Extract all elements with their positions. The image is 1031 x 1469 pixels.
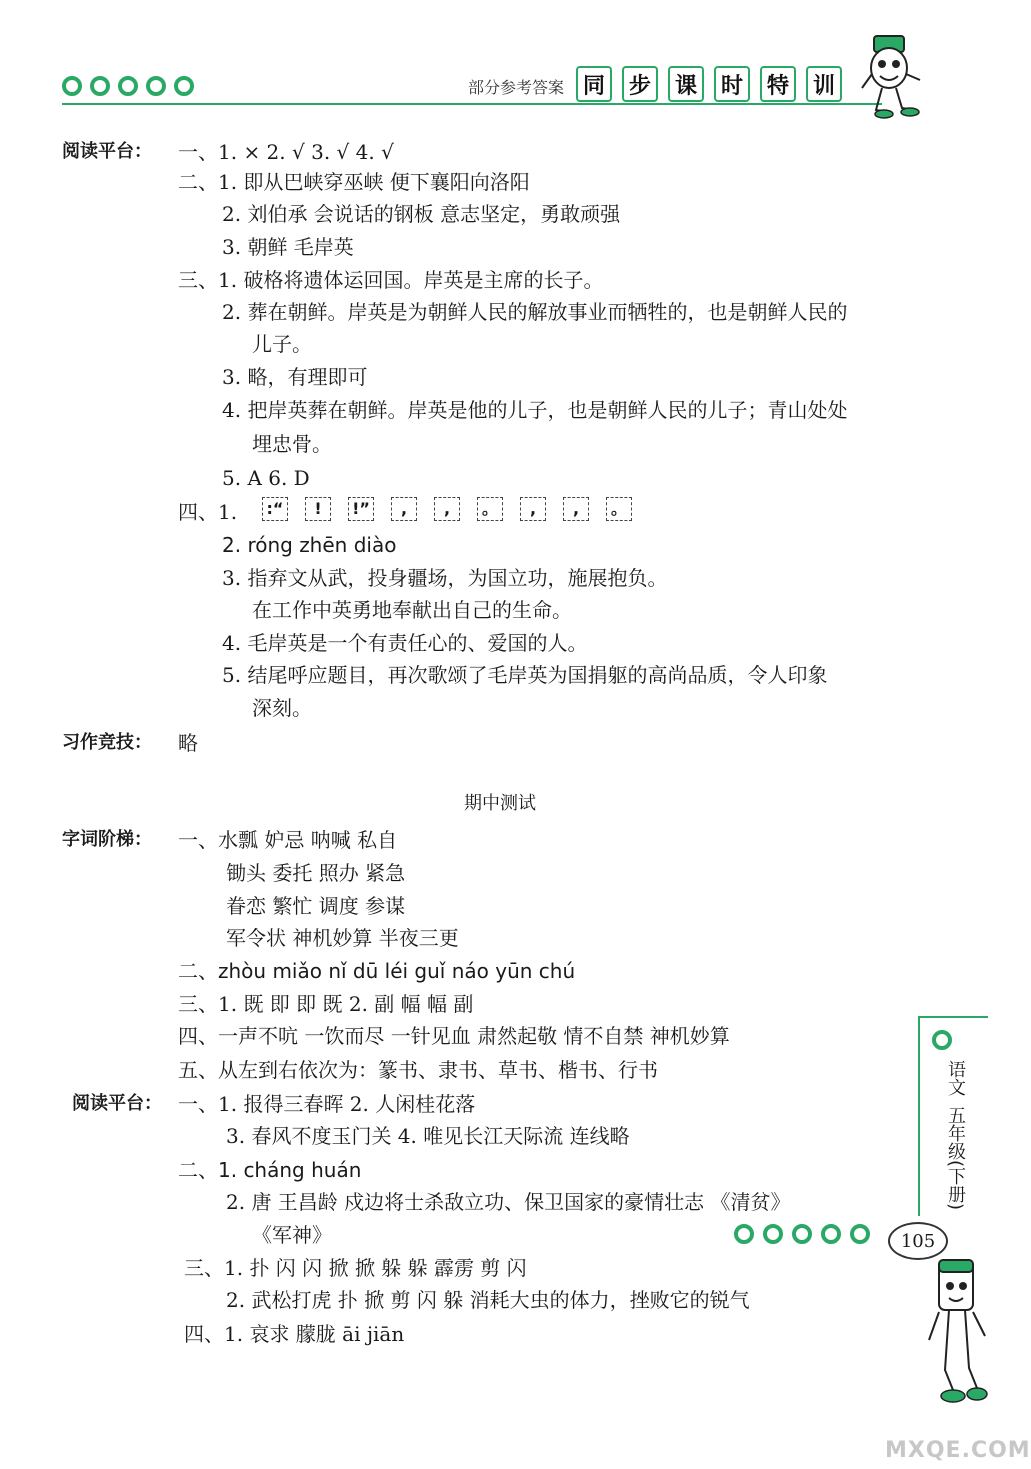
answer-line: 二、1. 即从巴峡穿巫峡 便下襄阳向洛阳 xyxy=(178,170,530,194)
answer-line: 一、水瓢 妒忌 呐喊 私自 xyxy=(178,828,398,852)
punctuation-box: , xyxy=(434,497,460,521)
decor-circle xyxy=(792,1224,812,1244)
decor-circle xyxy=(146,76,166,96)
decor-circle xyxy=(174,76,194,96)
punctuation-box: :“ xyxy=(262,497,288,521)
punctuation-box: ! xyxy=(305,497,331,521)
side-tab-rule xyxy=(918,1016,988,1018)
header-tagline: 部分参考答案 xyxy=(468,78,565,97)
side-tab-grade: 五年级(下册) xyxy=(945,1106,966,1211)
decor-circle xyxy=(734,1224,754,1244)
answer-line: 四、1. xyxy=(178,500,238,524)
answer-line: 儿子。 xyxy=(252,332,312,356)
footer-circles xyxy=(734,1224,870,1244)
answer-line: 2. 刘伯承 会说话的钢板 意志坚定，勇敢顽强 xyxy=(222,202,621,226)
answer-line: 锄头 委托 照办 紧急 xyxy=(226,861,406,885)
decor-circle xyxy=(850,1224,870,1244)
title-char: 训 xyxy=(806,66,842,102)
answer-line: 一、1. × 2. √ 3. √ 4. √ xyxy=(178,140,394,164)
answer-line: 4. 毛岸英是一个有责任心的、爱国的人。 xyxy=(222,631,588,655)
header-rule xyxy=(62,103,882,105)
punctuation-box: !” xyxy=(348,497,374,521)
decor-circle xyxy=(118,76,138,96)
title-char: 课 xyxy=(668,66,704,102)
answer-line: 2. 葬在朝鲜。岸英是为朝鲜人民的解放事业而牺牲的，也是朝鲜人民的 xyxy=(222,300,848,324)
decor-circle xyxy=(62,76,82,96)
writing-label: 习作竞技： xyxy=(62,732,152,753)
watermark: MXQE.COM xyxy=(885,1438,1031,1463)
header-title xyxy=(576,66,842,102)
pencil-mascot-icon xyxy=(860,30,930,120)
decor-circle xyxy=(763,1224,783,1244)
answer-line: 3. 朝鲜 毛岸英 xyxy=(222,235,354,259)
answer-line: 3. 略，有理即可 xyxy=(222,365,368,389)
answer-line: 埋忠骨。 xyxy=(252,432,332,456)
midterm-title: 期中测试 xyxy=(464,793,536,814)
punctuation-box: 。 xyxy=(606,497,632,521)
answer-line: 军令状 神机妙算 半夜三更 xyxy=(226,926,459,950)
header-circles xyxy=(62,76,194,96)
side-tab-subject: 语文 xyxy=(945,1060,966,1096)
title-char: 特 xyxy=(760,66,796,102)
answer-line: 4. 把岸英葬在朝鲜。岸英是他的儿子，也是朝鲜人民的儿子；青山处处 xyxy=(222,398,848,422)
punctuation-box: 。 xyxy=(477,497,503,521)
answer-line: 3. 春风不度玉门关 4. 唯见长江天际流 连线略 xyxy=(226,1124,630,1148)
pencil-mascot-icon xyxy=(925,1250,991,1425)
answer-line: 2. róng zhēn diào xyxy=(222,533,397,557)
answer-line: 五、从左到右依次为：篆书、隶书、草书、楷书、行书 xyxy=(178,1058,658,1082)
decor-circle xyxy=(90,76,110,96)
decor-circle xyxy=(821,1224,841,1244)
answer-line: 四、一声不吭 一饮而尽 一针见血 肃然起敬 情不自禁 神机妙算 xyxy=(178,1024,730,1048)
answer-line: 2. 武松打虎 扑 掀 剪 闪 躲 消耗大虫的体力，挫败它的锐气 xyxy=(226,1288,750,1312)
answer-line: 眷恋 繁忙 调度 参谋 xyxy=(226,894,406,918)
reading-label: 阅读平台： xyxy=(62,141,152,162)
punctuation-box: , xyxy=(520,497,546,521)
decor-circle xyxy=(932,1030,952,1050)
answer-line: 四、1. 哀求 朦胧 āi jiān xyxy=(184,1322,405,1346)
answer-line: 深刻。 xyxy=(252,696,312,720)
answer-line: 三、1. 扑 闪 闪 掀 掀 躲 躲 霹雳 剪 闪 xyxy=(184,1256,527,1280)
words-label: 字词阶梯： xyxy=(62,829,152,850)
answer-line: 三、1. 破格将遗体运回国。岸英是主席的长子。 xyxy=(178,268,604,292)
answer-line: 《军神》 xyxy=(252,1223,332,1247)
answer-line: 3. 指弃文从武，投身疆场，为国立功，施展抱负。 xyxy=(222,566,668,590)
title-char: 同 xyxy=(576,66,612,102)
answer-line: 5. 结尾呼应题目，再次歌颂了毛岸英为国捐躯的高尚品质，令人印象 xyxy=(222,663,828,687)
answer-line: 5. A 6. D xyxy=(222,466,310,490)
punctuation-boxes xyxy=(262,497,632,521)
answer-line: 在工作中英勇地奉献出自己的生命。 xyxy=(252,598,572,622)
title-char: 步 xyxy=(622,66,658,102)
answer-line: 一、1. 报得三春晖 2. 人闲桂花落 xyxy=(178,1092,476,1116)
writing-answer: 略 xyxy=(178,731,198,755)
side-tab-rule xyxy=(918,1016,920,1216)
punctuation-box: , xyxy=(563,497,589,521)
answer-line: 三、1. 既 即 即 既 2. 副 幅 幅 副 xyxy=(178,992,474,1016)
answer-line: 二、zhòu miǎo nǐ dū léi guǐ náo yūn chú xyxy=(178,959,576,983)
answer-line: 二、1. cháng huán xyxy=(178,1158,362,1182)
answer-line: 2. 唐 王昌龄 戍边将士杀敌立功、保卫国家的豪情壮志 《清贫》 xyxy=(226,1190,791,1214)
title-char: 时 xyxy=(714,66,750,102)
page-number: 105 xyxy=(888,1222,948,1260)
punctuation-box: , xyxy=(391,497,417,521)
reading-label: 阅读平台： xyxy=(72,1093,162,1114)
